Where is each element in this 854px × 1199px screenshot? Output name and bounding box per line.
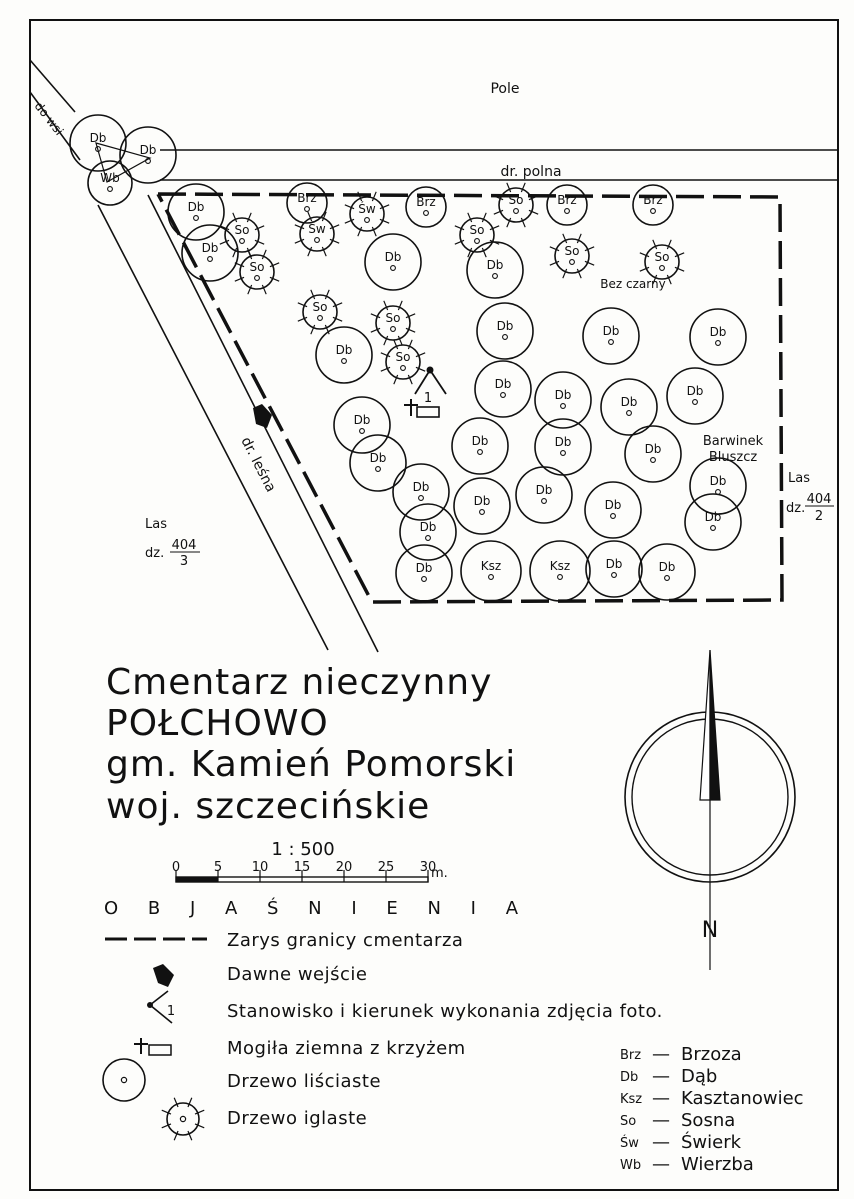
tree-so-6 [235, 250, 279, 294]
tree-so-5 [220, 213, 264, 257]
tree-code-label: Db [384, 250, 402, 264]
tree-db-24 [475, 361, 531, 417]
scale-tick-label: 0 [171, 860, 181, 875]
svg-text:404: 404 [171, 538, 197, 553]
tree-code-label: Db [89, 131, 107, 145]
abbr-dash: — [652, 1132, 670, 1153]
svg-text:2: 2 [814, 509, 824, 524]
north-label: N [701, 918, 719, 943]
tree-code-label: Db [644, 442, 662, 456]
tree-code-label: So [469, 223, 485, 237]
legend-label-conifer: Drzewo iglaste [227, 1108, 368, 1129]
tree-code-label: Db [187, 200, 205, 214]
tree-db-13 [316, 327, 372, 383]
tree-db-26 [690, 309, 746, 365]
map-title-voivodeship: woj. szczecińskie [106, 786, 431, 827]
abbr-name: Dąb [681, 1066, 718, 1087]
tree-code-label: Wb [100, 171, 120, 185]
tree-db-39 [516, 467, 572, 523]
tree-code-label: Db [709, 474, 727, 488]
svg-text:1: 1 [166, 1004, 176, 1019]
abbr-dash: — [652, 1110, 670, 1131]
legend-label-boundary: Zarys granicy cmentarza [227, 930, 464, 951]
tree-db-1 [120, 127, 176, 183]
trees-layer [70, 115, 746, 601]
tree-so-15 [381, 340, 425, 384]
tree-db-11 [365, 234, 421, 290]
tree-code-label: Db [471, 434, 489, 448]
svg-text:dz.: dz. [145, 546, 165, 561]
tree-db-25 [583, 308, 639, 364]
tree-db-38 [454, 478, 510, 534]
svg-text:dz.: dz. [786, 501, 806, 516]
abbr-dash: — [652, 1154, 670, 1175]
tree-db-30 [625, 426, 681, 482]
abbr-name: Sosna [681, 1110, 736, 1131]
scale-tick-label: 30 [419, 860, 437, 875]
tree-db-31 [334, 397, 390, 453]
abbr-code: Brz [620, 1048, 642, 1063]
tree-code-label: Db [709, 325, 727, 339]
tree-db-32 [350, 435, 406, 491]
tree-code-label: So [312, 300, 328, 314]
map-title-commune: gm. Kamień Pomorski [106, 744, 517, 785]
tree-code-label: Ksz [549, 559, 571, 573]
svg-text:404: 404 [806, 492, 832, 507]
tree-so-14 [371, 301, 415, 345]
tree-code-label: Brz [297, 191, 317, 205]
grave-cross [404, 399, 439, 417]
tree-code-label: Db [486, 258, 504, 272]
tree-db-22 [467, 242, 523, 298]
abbr-name: Brzoza [681, 1044, 742, 1065]
svg-text:Las: Las [788, 471, 810, 486]
legend-symbol-conifer [162, 1098, 204, 1140]
forest-plot-left [145, 517, 200, 569]
legend-symbol-photo-point [147, 991, 175, 1023]
scale-tick-label: 20 [335, 860, 353, 875]
abbr-code: Db [620, 1070, 639, 1085]
abbr-dash: — [652, 1066, 670, 1087]
abbr-name: Kasztanowiec [681, 1088, 804, 1109]
tree-db-45 [586, 541, 642, 597]
tree-db-27 [667, 368, 723, 424]
tree-code-label: Db [412, 480, 430, 494]
tree-so-20 [550, 234, 594, 278]
legend-label-entrance: Dawne wejście [227, 964, 368, 985]
abbr-dash: — [652, 1044, 670, 1065]
ground-cover-label-1: Barwinek [702, 434, 764, 449]
abbr-code: So [620, 1114, 637, 1129]
legend-heading: O B J A Ś N I E N I A [104, 898, 531, 919]
north-arrow [625, 650, 795, 970]
abbr-name: Świerk [681, 1132, 742, 1153]
legend-symbol-entrance [153, 964, 174, 987]
tree-code-label: Św [308, 222, 326, 236]
tree-code-label: So [654, 250, 670, 264]
tree-ksz-43 [461, 541, 521, 601]
tree-św-9 [345, 192, 389, 236]
tree-code-label: Db [620, 395, 638, 409]
field-road [160, 150, 838, 180]
tree-code-label: Db [473, 494, 491, 508]
tree-code-label: Db [335, 343, 353, 357]
tree-db-41 [690, 458, 746, 514]
tree-db-35 [396, 545, 452, 601]
tree-code-label: Ksz [480, 559, 502, 573]
tree-db-23 [477, 303, 533, 359]
tree-code-label: So [234, 223, 250, 237]
tree-code-label: Db [686, 384, 704, 398]
tree-code-label: So [385, 311, 401, 325]
tree-db-40 [585, 482, 641, 538]
tree-św-8 [295, 212, 339, 256]
map-title-line-1: Cmentarz nieczynny [106, 662, 493, 703]
legend-label-deciduous: Drzewo liściaste [227, 1071, 382, 1092]
scale-unit: m. [431, 866, 448, 881]
tree-code-label: Db [419, 520, 437, 534]
tree-code-label: So [395, 350, 411, 364]
tree-code-label: Db [496, 319, 514, 333]
scale-tick-label: 15 [293, 860, 311, 875]
tree-code-label: Db [535, 483, 553, 497]
abbr-code: Ksz [620, 1092, 643, 1107]
legend-label-grave: Mogiła ziemna z krzyżem [227, 1038, 466, 1059]
tree-so-17 [494, 183, 538, 227]
svg-text:3: 3 [179, 554, 189, 569]
tree-code-label: Db [415, 561, 433, 575]
photo-point [415, 367, 446, 407]
scale-tick-label: 5 [213, 860, 223, 875]
tree-code-label: Db [201, 241, 219, 255]
tree-code-label: So [508, 193, 524, 207]
field-road-label: dr. polna [500, 164, 562, 180]
tree-code-label: Db [139, 143, 157, 157]
tree-code-label: Św [358, 202, 376, 216]
legend-label-photo-point: Stanowisko i kierunek wykonania zdjęcia foto. [227, 1001, 663, 1022]
scale-ratio: 1 : 500 [271, 839, 335, 860]
tree-code-label: Db [658, 560, 676, 574]
svg-text:Las: Las [145, 517, 167, 532]
tree-code-label: Db [554, 435, 572, 449]
abbr-code: Wb [620, 1158, 642, 1173]
tree-code-label: Db [369, 451, 387, 465]
tree-code-label: Brz [643, 193, 663, 207]
map-title-village: POŁCHOWO [106, 703, 329, 744]
tree-code-label: So [249, 260, 265, 274]
tree-code-label: Db [704, 510, 722, 524]
tree-brz-10 [406, 187, 446, 227]
tree-db-33 [393, 464, 449, 520]
tree-db-46 [639, 544, 695, 600]
tree-ksz-44 [530, 541, 590, 601]
abbr-name: Wierzba [681, 1154, 754, 1175]
tree-db-34 [400, 504, 456, 560]
tree-so-16 [455, 213, 499, 257]
tree-code-label: Db [353, 413, 371, 427]
tree-brz-18 [547, 185, 587, 225]
photo-point-number: 1 [423, 391, 433, 406]
forest-road-label: dr. leśna [237, 434, 279, 495]
tree-db-3 [168, 184, 224, 240]
tree-code-label: Db [494, 377, 512, 391]
shrub-label: Bez czarny [600, 277, 666, 291]
tree-code-label: Db [604, 498, 622, 512]
forest-plot-right [786, 471, 834, 524]
tree-code-label: Brz [416, 195, 436, 209]
legend-symbol-deciduous [103, 1059, 145, 1101]
scale-tick-label: 10 [251, 860, 269, 875]
tree-db-36 [452, 418, 508, 474]
ground-cover-label-2: Bluszcz [708, 450, 758, 465]
village-road-label: do wsi [31, 99, 67, 138]
tree-code-label: Db [605, 557, 623, 571]
tree-code-label: Db [602, 324, 620, 338]
legend-symbol-grave [134, 1038, 171, 1055]
abbr-code: Św [620, 1136, 639, 1151]
tree-code-label: So [564, 244, 580, 258]
tree-db-42 [685, 494, 741, 550]
tree-code-label: Db [554, 388, 572, 402]
abbr-dash: — [652, 1088, 670, 1109]
field-label: Pole [490, 81, 520, 97]
tree-code-label: Brz [557, 193, 577, 207]
scale-tick-label: 25 [377, 860, 395, 875]
tree-brz-19 [633, 185, 673, 225]
